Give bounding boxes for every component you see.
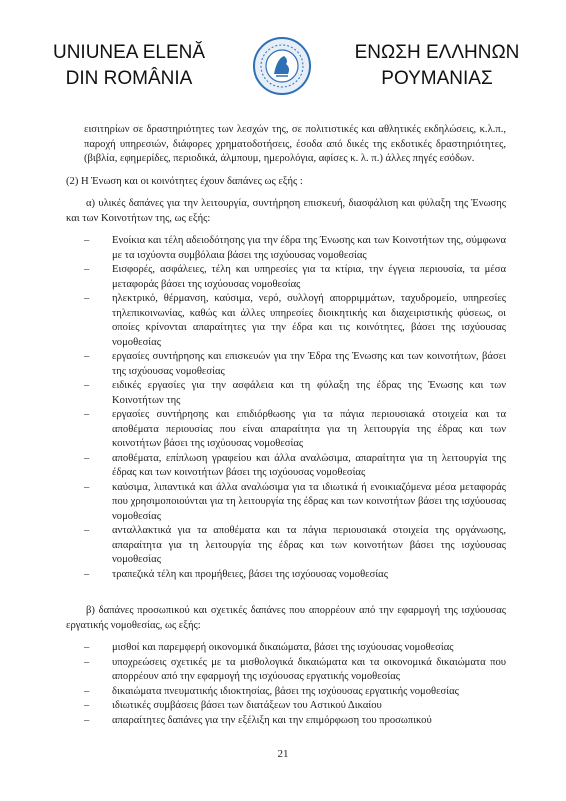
letterhead	[0, 28, 566, 108]
circular-emblem-icon	[252, 36, 312, 96]
list-item: – εργασίες συντήρησης και επισκευών για την Έδρα της Ένωσης και των κοινοτήτων, βάσει της ισχύουσας νομοθεσίας	[66, 350, 506, 379]
list-item: – υποχρεώσεις σχετικές με τα μισθολογικά δικαιώματα και τα οικονομικά δικαιώματα που απορρέουν από την εφαρμογή της ισχύουσας εργατικής νομοθεσίας	[66, 656, 506, 685]
section-2-heading: (2) Η Ένωση και οι κοινότητες έχουν δαπάνες ως εξής :	[66, 175, 303, 187]
personnel-expenses-list	[66, 641, 506, 728]
list-item: – δικαιώματα πνευματικής ιδιοκτησίας, βάσει της ισχύουσας εργατικής νομοθεσίας	[66, 685, 506, 700]
intro-paragraph: εισιτηρίων σε δραστηριότητες των λεσχών της, σε πολιτιστικές και αθλητικές εκδηλώσεις, κ.λ.π., παροχή υπηρεσιών, διάφορες χρηματοδοτήσεις, έσοδα από δικές της εκδοτικές δραστηριότητες, (βιβλία, εφημερίδες, περιοδικά, άλμπουμ, ημερολόγια, αφίσες κ. λ. π.) άλλες πηγές εσόδων.	[84, 124, 506, 164]
subsection-b-paragraph: β) δαπάνες προσωπικού και σχετικές δαπάνες που απορρέουν από την εφαρμογή της ισχύουσας εργατικής νομοθεσίας, ως εξής:	[66, 605, 506, 631]
header-romanian-line-2: DIN ROMÂNIA	[65, 68, 193, 89]
subsection-a-paragraph: α) υλικές δαπάνες για την λειτουργία, συντήρηση επισκευή, διασφάλιση και φύλαξη της Ένωσης και των Κοινοτήτων της, ως εξής:	[66, 198, 506, 224]
list-item: – ειδικές εργασίες για την ασφάλεια και τη φύλαξη της έδρας της Ένωσης και των Κοινοτήτων της	[66, 379, 506, 408]
header-greek-name	[342, 40, 532, 92]
list-item: – Εισφορές, ασφάλειες, τέλη και υπηρεσίες για τα κτίρια, την έγγεια περιουσία, τα μέσα μεταφοράς βάσει της ισχύουσας νομοθεσίας	[66, 263, 506, 292]
list-item: – αποθέματα, επίπλωση γραφείου και άλλα αναλώσιμα, απαραίτητα για τη λειτουργία της έδρας και των κοινοτήτων βάσει της ισχύουσας νομοθεσίας	[66, 452, 506, 481]
header-greek-line-1: ΕΝΩΣΗ ΕΛΛΗΝΩΝ	[354, 42, 520, 63]
header-romanian-line-1: UNIUNEA ELENĂ	[52, 42, 206, 63]
header-romanian-name	[34, 40, 224, 92]
list-item: – ηλεκτρικό, θέρμανση, καύσιμα, νερό, συλλογή απορριμμάτων, ταχυδρομείο, υπηρεσίες τηλεπικοινωνίας, καθώς και άλλες υπηρεσίες διοικητικής και διαχειριστικής φύσεως, οι οποίες κρίνονται απαραίτητες για την έδρα και τις κοινότητες, βάσει της ισχύουσας νομοθεσίας	[66, 292, 506, 350]
material-expenses-list	[66, 234, 506, 582]
header-greek-line-2: ΡΟΥΜΑΝΙΑΣ	[381, 68, 493, 89]
list-item: – ανταλλακτικά για τα αποθέματα και τα πάγια περιουσιακά στοιχεία της οργάνωσης, απαραίτητα για τη λειτουργία της έδρας και των κοινοτήτων βάσει της ισχύουσας νομοθεσίας	[66, 524, 506, 568]
list-item: – μισθοί και παρεμφερή οικονομικά δικαιώματα, βάσει της ισχύουσας νομοθεσίας	[66, 641, 506, 656]
list-item: – ιδιωτικές συμβάσεις βάσει των διατάξεων του Αστικού Δικαίου	[66, 699, 506, 714]
list-item: – τραπεζικά τέλη και προμήθειες, βάσει της ισχύουσας νομοθεσίας	[66, 568, 506, 583]
list-item: – απαραίτητες δαπάνες για την εξέλιξη και την επιμόρφωση του προσωπικού	[66, 714, 506, 729]
page-number: 21	[277, 748, 289, 760]
list-item: – καύσιμα, λιπαντικά και άλλα αναλώσιμα για τα ιδιωτικά ή ενοικιαζόμενα μέσα μεταφοράς που χρησιμοποιούνται για τη λειτουργία της έδρας και των κοινοτήτων βάσει της ισχύουσας νομοθεσίας	[66, 481, 506, 525]
list-item: – εργασίες συντήρησης και επιδιόρθωσης για τα πάγια περιουσιακά στοιχεία και τα αποθέματα περιουσίας που είναι απαραίτητα για τη λειτουργία της έδρας και των κοινοτήτων βάσει της ισχύουσας νομοθεσίας	[66, 408, 506, 452]
list-item: – Ενοίκια και τέλη αδειοδότησης για την έδρα της Ένωσης και των Κοινοτήτων της, σύμφωνα με τα ισχύοντα συμβόλαια βάσει της ισχύουσας νομοθεσίας	[66, 234, 506, 263]
page-body	[66, 123, 506, 728]
